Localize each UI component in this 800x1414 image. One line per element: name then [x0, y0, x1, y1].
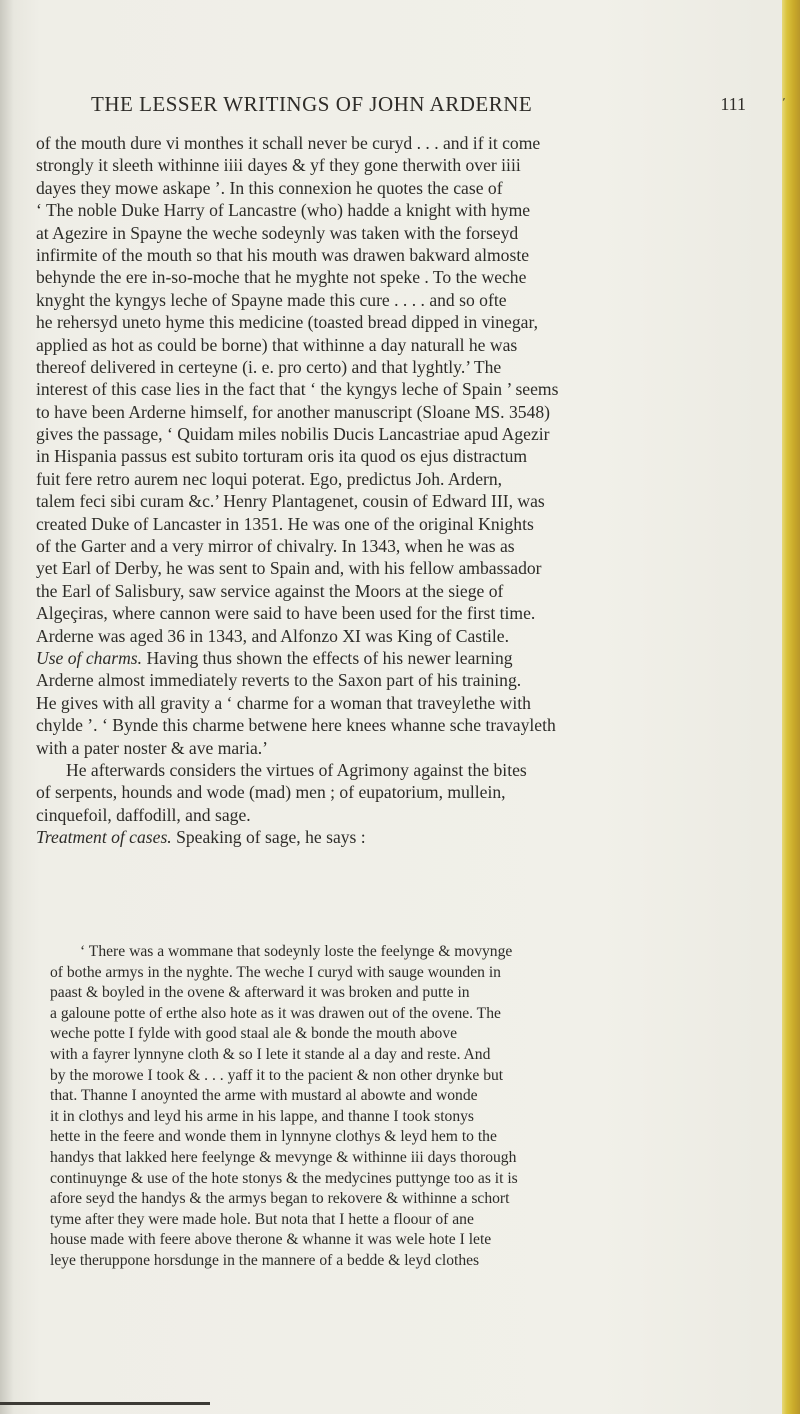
quote-line: tyme after they were made hole. But nota that I hette a floour of ane [50, 1210, 474, 1228]
text-line: interest of this case lies in the fact that ‘ the kyngys leche of Spain ’ seems [36, 379, 559, 400]
quote-line: handys that lakked here feelynge & mevynge & withinne iii days thorough [50, 1148, 517, 1166]
running-header [91, 92, 746, 122]
text-line: to have been Arderne himself, for another manuscript (Sloane MS. 3548) [36, 401, 550, 422]
quote-line: with a fayrer lynnyne cloth & so I lete it stande al a day and reste. And [50, 1045, 491, 1063]
quote-line: paast & boyled in the ovene & afterward it was broken and putte in [50, 984, 470, 1002]
quote-line: continuynge & use of the hote stonys & the medycines puttynge too as it is [50, 1169, 518, 1187]
text-line: yet Earl of Derby, he was sent to Spain and, with his fellow ambassador [36, 558, 542, 579]
text-line: with a pater noster & ave maria.’ [36, 737, 269, 758]
quote-line: weche potte I fylde with good staal ale & bonde the mouth above [50, 1025, 458, 1043]
text-line: chylde ’. ‘ Bynde this charme betwene here knees whanne sche travayleth [36, 715, 556, 736]
quote-line: house made with feere above therone & whanne it was wele hote I lete [50, 1231, 492, 1249]
quote-line: a galoune potte of erthe also hote as it was drawen out of the ovene. The [50, 1004, 501, 1022]
text-line: he rehersyd uneto hyme this medicine (toasted bread dipped in vinegar, [36, 312, 539, 333]
text-line: thereof delivered in certeyne (i. e. pro certo) and that lyghtly.’ The [36, 356, 502, 377]
text-line: gives the passage, ‘ Quidam miles nobilis Ducis Lancastriae apud Agezir [36, 424, 550, 445]
text-line: He afterwards considers the virtues of Agrimony against the bites [66, 759, 527, 780]
quote-line: ‘ There was a wommane that sodeynly loste the feelynge & movynge [80, 943, 513, 960]
text-line: He gives with all gravity a ‘ charme for a woman that traveylethe with [36, 692, 531, 713]
text-line: Arderne was aged 36 in 1343, and Alfonzo XI was King of Castile. [36, 625, 509, 646]
text-line: strongly it sleeth withinne iiii dayes & yf they gone therwith over iiii [36, 155, 521, 176]
binding-shadow [0, 0, 14, 1414]
quote-line: leye theruppone horsdunge in the mannere of a bedde & leyd clothes [50, 1251, 480, 1269]
gilt-page-edge [782, 0, 800, 1414]
running-title: THE LESSER WRITINGS OF JOHN ARDERNE [91, 92, 533, 116]
text-line: behynde the ere in-so-moche that he myghte not speke . To the weche [36, 267, 527, 288]
text-line: created Duke of Lancaster in 1351. He was one of the original Knights [36, 513, 534, 534]
block-quote [50, 942, 780, 1272]
text-line: at Agezire in Spayne the weche sodeynly was taken with the forseyd [36, 222, 519, 243]
text-line: applied as hot as could be borne) that withinne a day naturall he was [36, 334, 518, 355]
text-line: talem feci sibi curam &c.’ Henry Plantagenet, cousin of Edward III, was [36, 491, 545, 512]
text-line: Algeçiras, where cannon were said to have been used for the first time. [36, 603, 536, 624]
bottom-rule [0, 1402, 210, 1405]
text-line: Speaking of sage, he says : [171, 827, 366, 848]
margin-mark: ’ [782, 96, 786, 109]
text-line: Arderne almost immediately reverts to the Saxon part of his training. [36, 670, 522, 691]
section-heading-charms: Use of charms. [36, 647, 143, 668]
page-number: 111 [720, 94, 746, 114]
text-line: Having thus shown the effects of his newer learning [142, 647, 513, 668]
quote-line: it in clothys and leyd his arme in his lappe, and thanne I took stonys [50, 1107, 474, 1125]
text-line: fuit fere retro aurem nec loqui poterat. Ego, predictus Joh. Ardern, [36, 468, 503, 489]
text-line: of the mouth dure vi monthes it schall never be curyd . . . and if it come [36, 133, 541, 153]
text-line: cinquefoil, daffodill, and sage. [36, 804, 251, 825]
text-line: infirmite of the mouth so that his mouth was drawen bakward almoste [36, 244, 530, 265]
text-line: of the Garter and a very mirror of chivalry. In 1343, when he was as [36, 536, 515, 557]
text-line: knyght the kyngys leche of Spayne made this cure . . . . and so ofte [36, 289, 507, 310]
quote-line: afore seyd the handys & the armys began to rekovere & withinne a schort [50, 1190, 510, 1208]
section-heading-cases: Treatment of cases. [36, 827, 172, 848]
text-line: of serpents, hounds and wode (mad) men ; of eupatorium, mullein, [36, 782, 506, 803]
quote-line: of bothe armys in the nyghte. The weche I curyd with sauge wounden in [50, 963, 501, 981]
body-text [36, 132, 784, 849]
quote-line: by the morowe I took & . . . yaff it to the pacient & non other drynke but [50, 1066, 504, 1084]
text-line: in Hispania passus est subito torturam oris ita quod os ejus distractum [36, 446, 528, 467]
text-line: the Earl of Salisbury, saw service against the Moors at the siege of [36, 580, 504, 601]
text-line: ‘ The noble Duke Harry of Lancastre (who) hadde a knight with hyme [36, 200, 531, 221]
charms-paragraph-first-line [36, 647, 784, 669]
quote-line: hette in the feere and wonde them in lynnyne clothys & leyd hem to the [50, 1128, 497, 1146]
cases-paragraph-line [36, 826, 784, 848]
quote-line: that. Thanne I anoynted the arme with mustard al abowte and wonde [50, 1087, 478, 1105]
text-line: dayes they mowe askape ’. In this connexion he quotes the case of [36, 177, 503, 198]
